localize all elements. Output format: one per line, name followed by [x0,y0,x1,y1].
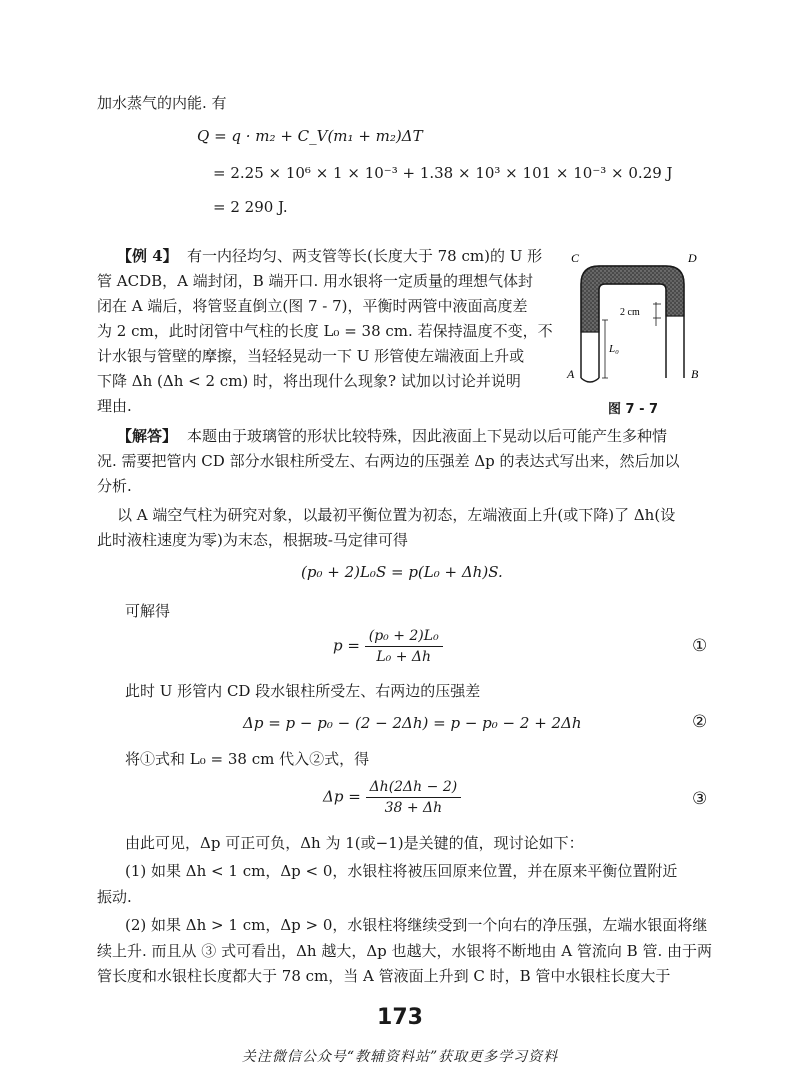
tube-inner-wall [599,284,666,378]
equation-p-fraction [365,628,443,665]
solution-text: 此时 U 形管内 CD 段水银柱所受左、右两边的压强差 [125,682,481,700]
solution-text: 况. 需要把管内 CD 部分水银柱所受左、右两边的压强差 Δp 的表达式写出来，然后加以 [97,452,680,470]
solution-text: (2) 如果 Δh > 1 cm，Δp > 0，水银柱将继续受到一个向右的净压强，左端水银面将继 [125,916,708,934]
example-line: 闭在 A 端后，将管竖直倒立(图 7 - 7)，平衡时两管中液面高度差 [97,297,528,315]
solution-text: 由此可见，Δp 可正可负，Δh 为 1(或−1)是关键的值，现讨论如下： [125,834,584,852]
equation-q: Q = q · m₂ + C_V(m₁ + m₂)ΔT [197,127,423,145]
equation-q-numeric: = 2.25 × 10⁶ × 1 × 10⁻³ + 1.38 × 10³ × 101 × 10⁻³ × 0.29 J [213,164,673,182]
equation-boyle: (p₀ + 2)L₀S = p(L₀ + Δh)S. [301,563,503,581]
solution-text: 续上升. 而且从 ③ 式可看出，Δh 越大，Δp 也越大，水银将不断地由 A 管流向 B 管. 由于两 [97,942,713,960]
example-label: 【例 4】 [117,247,178,265]
equation-dp-substituted [323,779,461,816]
solution-text: 振动. [97,888,132,906]
solution-text: 管长度和水银柱长度都大于 78 cm，当 A 管液面上升到 C 时，B 管中水银柱长度大于 [97,967,671,985]
equation-dp-lhs: Δp = [323,787,361,806]
solution-text: 此时液柱速度为零)为末态，根据玻-马定律可得 [97,531,408,549]
intro-text: 加水蒸气的内能. 有 [97,94,227,112]
solution-text: 本题由于玻璃管的形状比较特殊，因此液面上下晃动以后可能产生多种情 [187,427,668,445]
example-line: 计水银与管壁的摩擦，当轻轻晃动一下 U 形管使左端液面上升或 [97,347,525,365]
label-l0: L₀ [609,343,619,355]
equation-number: ② [692,712,708,732]
label-d: D [688,251,697,265]
equation-p [333,628,443,665]
example-line: 下降 Δh (Δh < 2 cm) 时，将出现什么现象? 试加以讨论并说明 [97,372,521,390]
page-number: 173 [377,1005,423,1030]
example-line: 管 ACDB，A 端封闭，B 端开口. 用水银将一定质量的理想气体封 [97,272,534,290]
fraction-numerator: (p₀ + 2)L₀ [365,628,443,647]
example-line: 理由. [97,397,132,415]
footer-watermark: 关注微信公众号“教辅资料站”获取更多学习资料 [241,1049,559,1065]
label-b: B [691,367,699,381]
solution-text: 可解得 [125,602,171,620]
u-tube-figure [560,250,730,390]
tube-closed-end [581,378,599,382]
solution-text: 以 A 端空气柱为研究对象，以最初平衡位置为初态，左端液面上升(或下降)了 Δh(设 [117,506,676,524]
equation-q-result: = 2 290 J. [213,198,288,216]
equation-number: ① [692,636,708,656]
solution-text: (1) 如果 Δh < 1 cm，Δp < 0，水银柱将被压回原来位置，并在原来平衡位置附近 [125,862,678,880]
fraction-denominator: L₀ + Δh [376,649,432,665]
fraction-denominator: 38 + Δh [384,800,443,816]
example-line: 有一内径均匀、两支管等长(长度大于 78 cm)的 U 形 [187,247,543,265]
equation-dp-fraction [366,779,462,816]
mercury-column [581,266,684,332]
solution-label: 【解答】 [117,427,178,445]
solution-text: 将①式和 L₀ = 38 cm 代入②式，得 [125,750,370,768]
fraction-numerator: Δh(2Δh − 2) [366,779,462,798]
solution-text: 分析. [97,477,132,495]
label-c: C [571,251,580,265]
example-line: 为 2 cm，此时闭管中气柱的长度 L₀ = 38 cm. 若保持温度不变，不 [97,322,553,340]
equation-dp: Δp = p − p₀ − (2 − 2Δh) = p − p₀ − 2 + 2Δh [243,714,582,732]
equation-number: ③ [692,789,708,809]
equation-p-lhs: p = [333,636,360,655]
label-a: A [567,367,575,381]
label-2cm: 2 cm [620,307,640,318]
figure-caption: 图 7 - 7 [608,402,659,417]
